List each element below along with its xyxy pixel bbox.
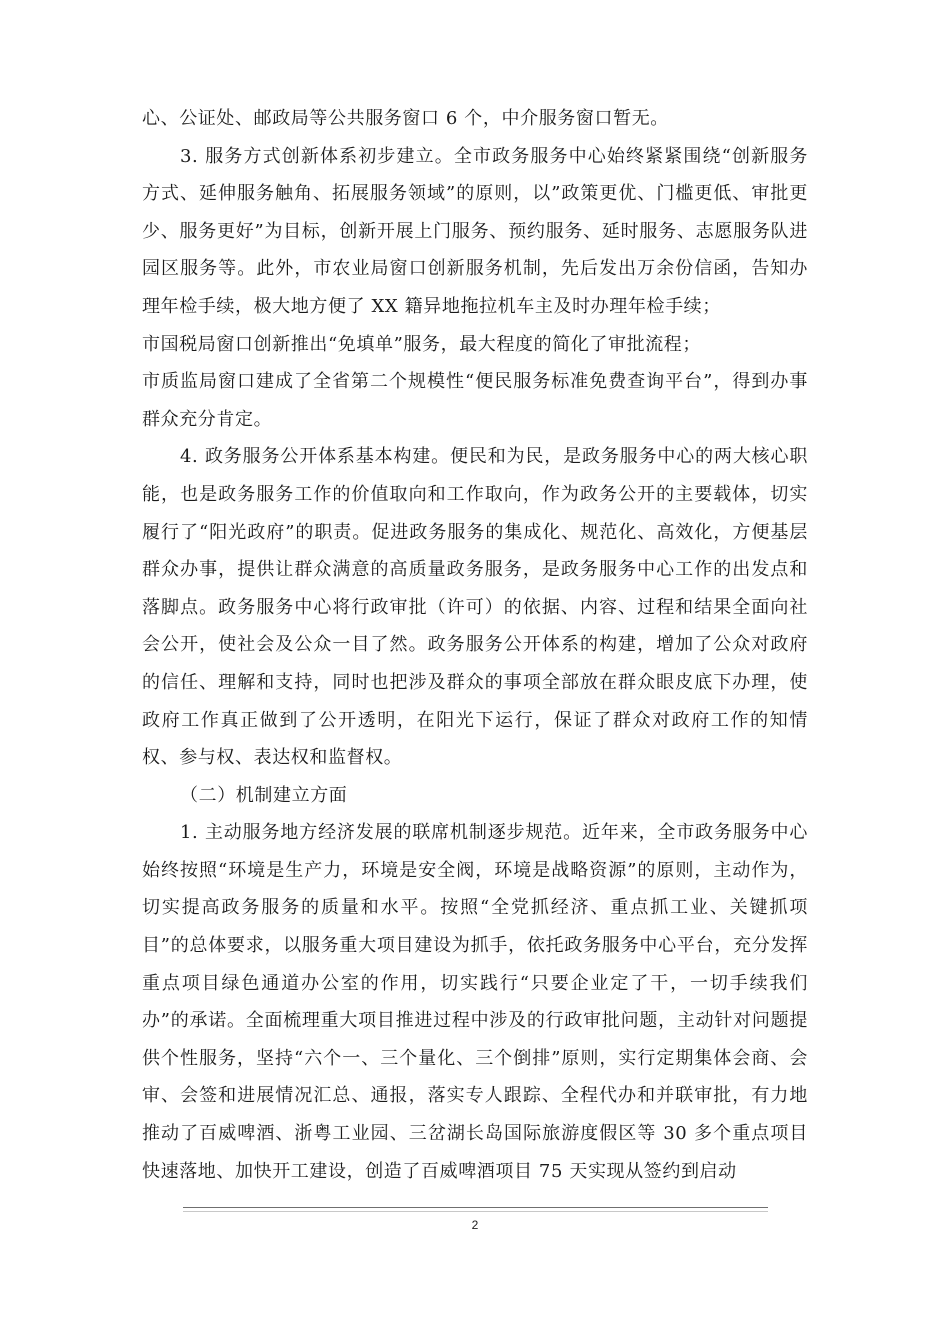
- paragraph-quality-bureau-window: 市质监局窗口建成了全省第二个规模性“便民服务标准免费查询平台”，得到办事群众充分肯定。: [142, 371, 808, 430]
- footer-divider: [183, 1207, 768, 1212]
- body-text: [142, 100, 808, 1190]
- paragraph-continuation: 心、公证处、邮政局等公共服务窗口 6 个，中介服务窗口暂无。: [142, 108, 669, 129]
- section-heading-mechanism: （二）机制建立方面: [180, 784, 348, 806]
- paragraph-service-mode-innovation: 3. 服务方式创新体系初步建立。全市政务服务中心始终紧紧围绕“创新服务方式、延伸服务触角、拓展服务领域”的原则，以”政策更优、门槛更低、审批更少、服务更好”为目标，创新开展上门服务、预约服务、延时服务、志愿服务队进园区服务等。此外，市农业局窗口创新服务机制，先后发出万余份信函，告知办理年检手续，极大地方便了 XX 籍异地拖拉机车主及时办理年检手续；: [142, 145, 808, 317]
- paragraph-tax-bureau-window: 市国税局窗口创新推出“免填单”服务，最大程度的简化了审批流程；: [142, 333, 702, 355]
- page-number: 2: [471, 1218, 479, 1232]
- paragraph-openness-system: 4. 政务服务公开体系基本构建。便民和为民，是政务服务中心的两大核心职能，也是政务服务工作的价值取向和工作取向，作为政务公开的主要载体，切实履行了“阳光政府”的职责。促进政务服务的集成化、规范化、高效化，方便基层群众办事，提供让群众满意的高质量政务服务，是政务服务中心工作的出发点和落脚点。政务服务中心将行政审批（许可）的依据、内容、过程和结果全面向社会公开，使社会及公众一目了然。政务服务公开体系的构建，增加了公众对政府的信任、理解和支持，同时也把涉及群众的事项全部放在群众眼皮底下办理，使政府工作真正做到了公开透明，在阳光下运行，保证了群众对政府工作的知情权、参与权、表达权和监督权。: [142, 446, 808, 769]
- paragraph-joint-meeting-mechanism: 1. 主动服务地方经济发展的联席机制逐步规范。近年来，全市政务服务中心始终按照“环境是生产力，环境是安全阀，环境是战略资源”的原则，主动作为，切实提高政务服务的质量和水平。按照“全党抓经济、重点抓工业、关键抓项目”的总体要求，以服务重大项目建设为抓手，依托政务服务中心平台，充分发挥重点项目绿色通道办公室的作用，切实践行“只要企业定了干，一切手续我们办”的承诺。全面梳理重大项目推进过程中涉及的行政审批问题，主动针对问题提供个性服务，坚持“六个一、三个量化、三个倒排”原则，实行定期集体会商、会审、会签和进展情况汇总、通报，落实专人跟踪、全程代办和并联审批，有力地推动了百威啤酒、浙粤工业园、三岔湖长岛国际旅游度假区等 30 多个重点项目快速落地、加快开工建设，创造了百威啤酒项目 75 天实现从签约到启动: [142, 822, 808, 1182]
